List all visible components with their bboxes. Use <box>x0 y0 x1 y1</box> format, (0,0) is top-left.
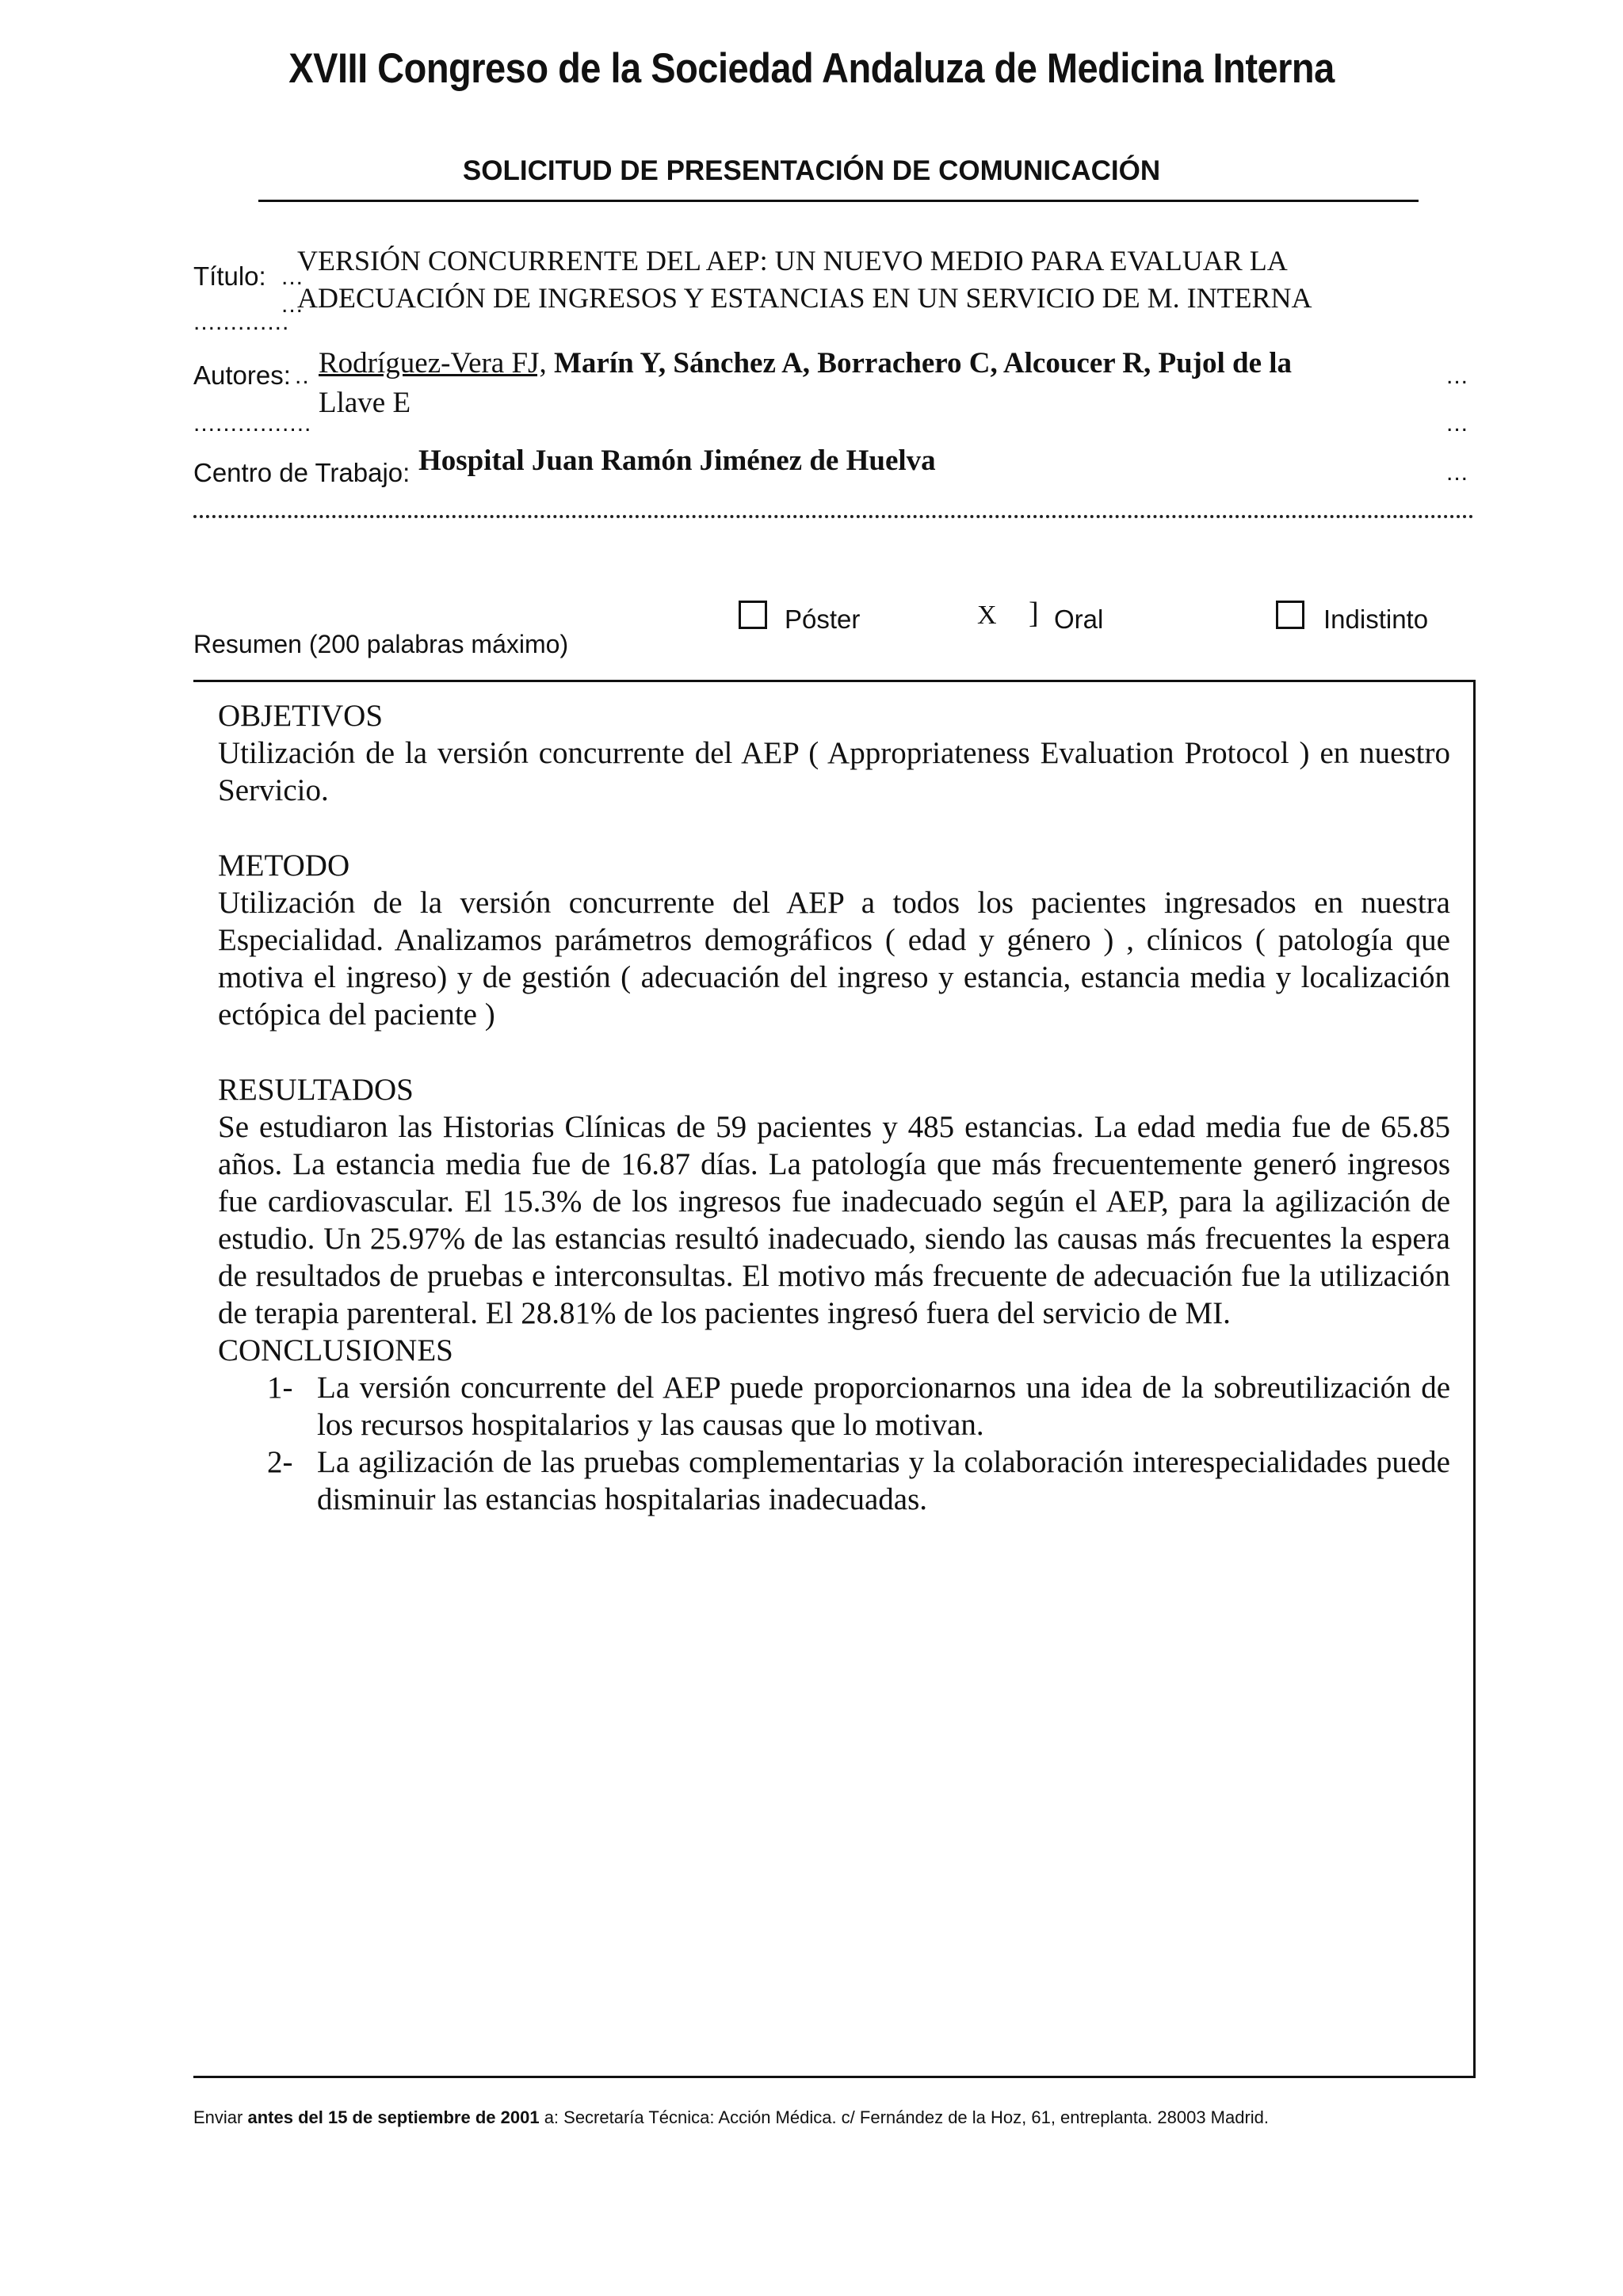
conclusion-item <box>218 1369 1450 1444</box>
congress-title: XVIII Congreso de la Sociedad Andaluza de Medicina Interna <box>288 44 1335 92</box>
oral-label: Oral <box>1054 605 1104 634</box>
form-title-rule <box>258 200 1419 202</box>
first-author: Rodríguez-Vera FJ, <box>319 347 547 379</box>
conclusion-number: 2- <box>267 1445 293 1479</box>
center-value: Hospital Juan Ramón Jiménez de Huelva <box>418 444 936 477</box>
conclusion-item <box>218 1444 1450 1518</box>
footer-note <box>193 2107 1269 2128</box>
conclusion-text: La versión concurrente del AEP puede proporcionarnos una idea de la sobreutilización de los recursos hospitalarios y las causas que lo motivan. <box>317 1371 1450 1442</box>
either-label: Indistinto <box>1323 605 1429 634</box>
authors-trailing-dots: ... <box>1446 363 1469 389</box>
either-checkbox[interactable] <box>1276 601 1304 629</box>
conclusiones-heading: CONCLUSIONES <box>218 1333 453 1367</box>
authors-value <box>319 346 1292 380</box>
authors-leader-dots: .. <box>295 363 310 389</box>
form-title: SOLICITUD DE PRESENTACIÓN DE COMUNICACIÓN <box>462 155 1161 186</box>
center-trailing-dots: ... <box>1446 460 1469 486</box>
summary-label: Resumen (200 palabras máximo) <box>193 630 569 658</box>
footer-deadline: antes del 15 de septiembre de 2001 <box>247 2107 540 2127</box>
title-line-dots: ............. <box>193 309 290 335</box>
title-line-1: VERSIÓN CONCURRENTE DEL AEP: UN NUEVO MEDIO PARA EVALUAR LA <box>297 245 1288 277</box>
conclusiones-list <box>218 1369 1450 1518</box>
oral-check-mark[interactable]: X <box>977 601 997 630</box>
section-gap <box>218 1033 1450 1071</box>
abstract-content <box>218 697 1450 1518</box>
metodo-heading: METODO <box>218 849 350 883</box>
section-gap <box>218 809 1450 847</box>
conclusion-text: La agilización de las pruebas complementarias y la colaboración interespecialidades puede disminuir las estancias hospitalarias inadecuadas. <box>317 1445 1450 1516</box>
authors-line-2: Llave E <box>319 387 411 419</box>
authors-label: Autores: <box>193 360 291 390</box>
poster-checkbox[interactable] <box>739 601 767 629</box>
poster-label: Póster <box>785 605 861 634</box>
resultados-text: Se estudiaron las Historias Clínicas de 59 pacientes y 485 estancias. La edad media fue de 65.85 años. La estancia media fue de 16.87 días. La patología que más frecuentemente generó ingresos fue cardiovascular. El 15.3% de los ingresos fue inadecuado según el AEP, para la agilización de estudio. Un 25.97% de las estancias resultó inadecuado, siendo las causas más frecuentes la espera de resultados de pruebas e interconsultas. El motivo más frecuente de adecuación fue la utilización de terapia parenteral. El 28.81% de los pacientes ingresó fuera del servicio de MI. <box>218 1110 1450 1330</box>
center-label: Centro de Trabajo: <box>193 458 411 487</box>
authors-line-dots-right: ... <box>1446 410 1469 437</box>
conclusion-number: 1- <box>267 1371 293 1405</box>
objetivos-text: Utilización de la versión concurrente del AEP ( Appropriateness Evaluation Protocol ) en nuestro Servicio. <box>218 736 1450 807</box>
footer-address: a: Secretaría Técnica: Acción Médica. c/ Fernández de la Hoz, 61, entreplanta. 28003 Madrid. <box>544 2107 1270 2127</box>
objetivos-heading: OBJETIVOS <box>218 699 384 733</box>
resultados-heading: RESULTADOS <box>218 1073 414 1107</box>
co-authors: Marín Y, Sánchez A, Borrachero C, Alcoucer R, Pujol de la <box>546 347 1293 379</box>
title-line-2: ADECUACIÓN DE INGRESOS Y ESTANCIAS EN UN SERVICIO DE M. INTERNA <box>297 282 1312 314</box>
title-label: Título: <box>193 261 266 291</box>
center-dotted-line <box>193 515 1474 518</box>
title-leader-dots: ... <box>281 264 304 290</box>
metodo-text: Utilización de la versión concurrente del AEP a todos los pacientes ingresados en nuestra Especialidad. Analizamos parámetros demográficos ( edad y género ) , clínicos ( patología que motiva el ingreso) y de gestión ( adecuación del ingreso y estancia, estancia media y localización ectópica del paciente ) <box>218 886 1450 1032</box>
footer-send-label: Enviar <box>193 2107 243 2127</box>
oral-bracket: ] <box>1029 597 1039 630</box>
title-leader-dots-2: ... <box>281 292 304 318</box>
authors-line-dots: ................ <box>193 410 312 437</box>
